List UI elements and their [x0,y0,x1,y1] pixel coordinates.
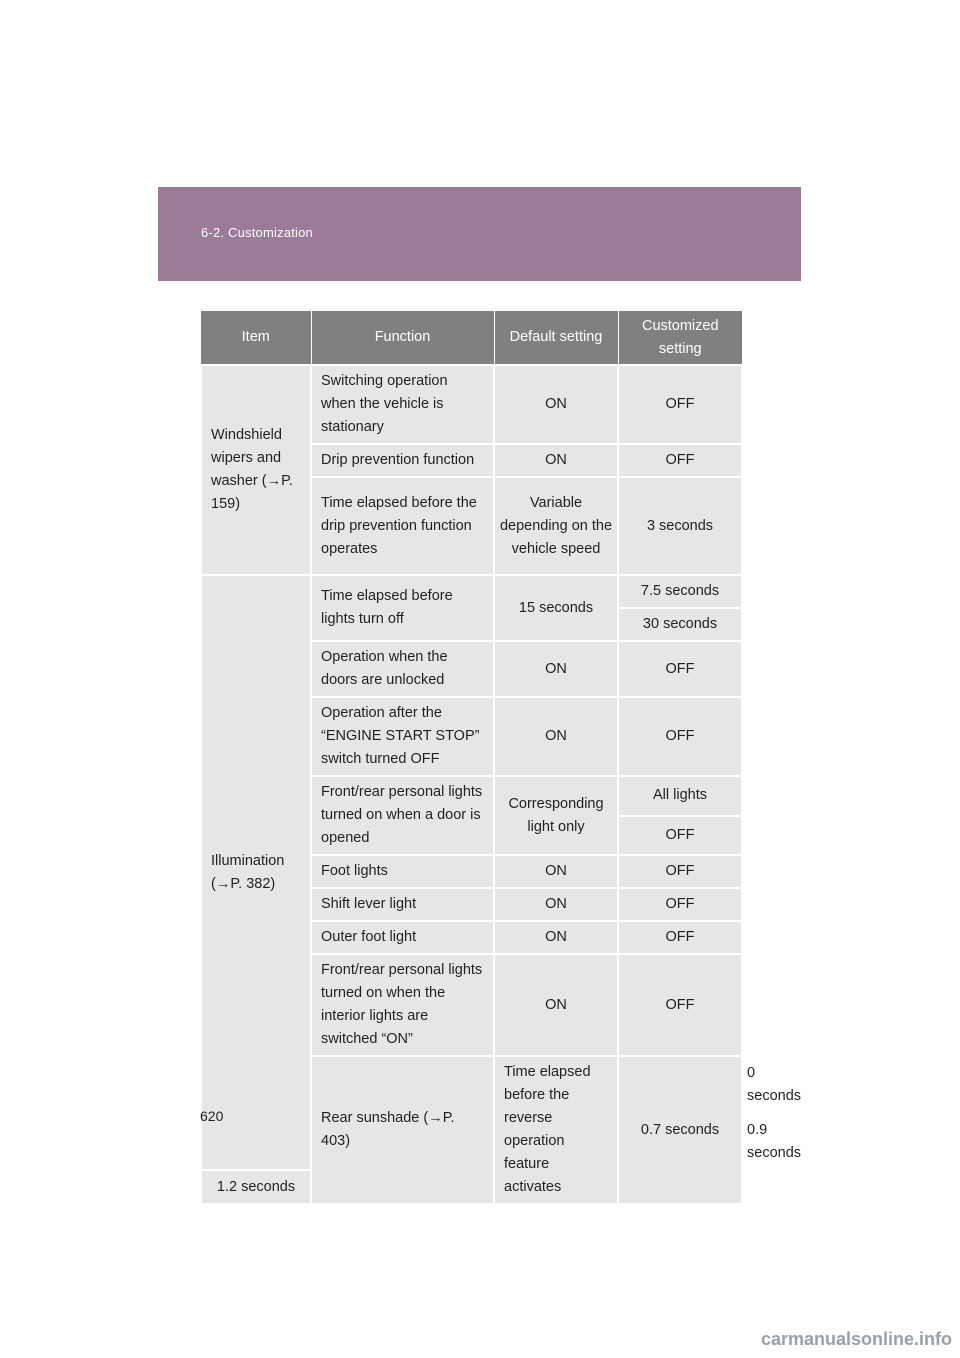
function-cell: Drip prevention function [311,444,494,477]
page-number: 620 [200,1108,224,1124]
table-row: 0.9 seconds [747,1121,802,1161]
custom-cell: OFF [618,641,742,697]
custom-cell: OFF [618,855,742,888]
default-cell: ON [494,444,618,477]
function-cell: Time elapsed before the reverse operation feature activates [494,1056,618,1204]
default-cell: ON [494,641,618,697]
custom-cell: All lights [618,776,742,816]
function-cell: Time elapsed before lights turn off [311,575,494,641]
custom-cell: OFF [618,954,742,1056]
custom-cell: OFF [618,816,742,856]
custom-cell: 3 seconds [618,477,742,575]
table-row [201,365,742,444]
custom-cell: OFF [618,365,742,444]
column-header: Function [311,311,494,365]
default-cell: ON [494,954,618,1056]
default-cell: Variable depending on the vehicle speed [494,477,618,575]
function-cell: Foot lights [311,855,494,888]
custom-cell: 30 seconds [618,608,742,641]
custom-cell: 1.2 seconds [201,1170,311,1204]
item-cell: Illumination (→P. 382) [201,575,311,1170]
table-row: Rear sunshade (→P. 403) Time elapsed before the reverse operation feature activates 0.7 seconds 0 seconds [201,1056,742,1113]
customization-table [200,311,802,1205]
function-cell: Outer foot light [311,921,494,954]
item-cell: Windshield wipers and washer (→P. 159) [201,365,311,575]
custom-cell: OFF [618,888,742,921]
watermark: carmanualsonline.info [760,1329,952,1349]
table-header-row [201,311,742,365]
default-cell: ON [494,921,618,954]
function-cell: Front/rear personal lights turned on when a door is opened [311,776,494,855]
section-label: 6-2. Customization [201,225,313,240]
custom-cell: 7.5 seconds [618,575,742,608]
table-row [201,575,742,608]
default-cell: Corresponding light only [494,776,618,855]
default-cell: ON [494,888,618,921]
default-cell: 0.7 seconds [618,1056,742,1204]
function-cell: Time elapsed before the drip prevention function operates [311,477,494,575]
default-cell: ON [494,365,618,444]
default-cell: ON [494,697,618,776]
custom-cell: OFF [618,697,742,776]
function-cell: Front/rear personal lights turned on when the interior lights are switched “ON” [311,954,494,1056]
function-cell: Shift lever light [311,888,494,921]
function-cell: Operation after the “ENGINE START STOP” switch turned OFF [311,697,494,776]
default-cell: 15 seconds [494,575,618,641]
default-cell: ON [494,855,618,888]
function-cell: Switching operation when the vehicle is stationary [311,365,494,444]
column-header: Default setting [494,311,618,365]
item-cell: Rear sunshade (→P. 403) [311,1056,494,1204]
function-cell: Operation when the doors are unlocked [311,641,494,697]
custom-cell: OFF [618,444,742,477]
section-header-band [158,187,801,281]
column-header: Item [201,311,311,365]
column-header: Customized setting [618,311,742,365]
custom-cell: OFF [618,921,742,954]
